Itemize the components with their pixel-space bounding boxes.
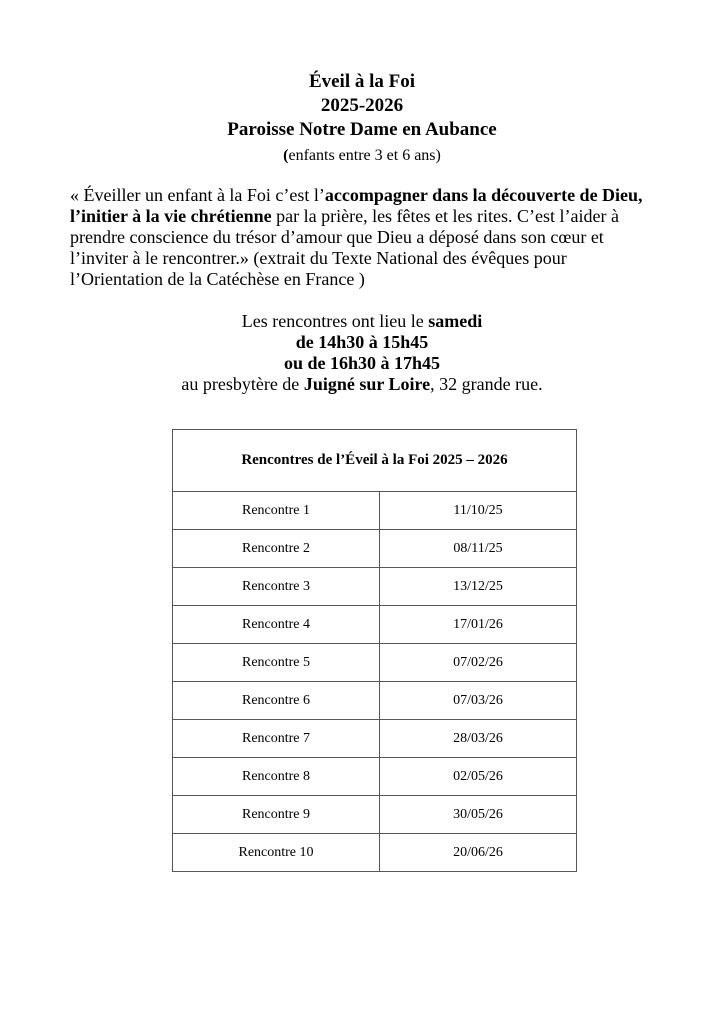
- doc-title: Éveil à la Foi: [308, 71, 416, 92]
- meeting-name: Rencontre 1: [173, 492, 380, 530]
- meeting-name: Rencontre 7: [173, 720, 380, 758]
- table-row: [173, 644, 577, 682]
- table-row: [173, 796, 577, 834]
- parish-name: Paroisse Notre Dame en Aubance: [227, 119, 497, 140]
- doc-years: 2025-2026: [320, 95, 404, 116]
- meeting-name: Rencontre 4: [173, 606, 380, 644]
- table-row: [173, 682, 577, 720]
- meeting-date: 30/05/26: [380, 796, 577, 834]
- schedule-time-1: de 14h30 à 15h45: [295, 332, 429, 352]
- meeting-name: Rencontre 3: [173, 568, 380, 606]
- age-open-paren: (: [283, 147, 289, 164]
- age-range: [0, 146, 724, 166]
- quote-paragraph: [70, 185, 670, 290]
- meeting-date: 07/02/26: [380, 644, 577, 682]
- schedule-text: au presbytère de: [181, 374, 304, 394]
- table-caption: Rencontres de l’Éveil à la Foi 2025 – 2026: [173, 430, 577, 492]
- age-text: enfants entre 3 et 6 ans): [288, 147, 441, 164]
- schedule-text: Les rencontres ont lieu le: [241, 311, 429, 331]
- schedule-time-2: ou de 16h30 à 17h45: [283, 353, 441, 373]
- meeting-date: 28/03/26: [380, 720, 577, 758]
- meeting-date: 13/12/25: [380, 568, 577, 606]
- meeting-name: Rencontre 5: [173, 644, 380, 682]
- meeting-date: 08/11/25: [380, 530, 577, 568]
- meeting-date: 02/05/26: [380, 758, 577, 796]
- schedule-place: Juigné sur Loire: [303, 374, 431, 394]
- meeting-name: Rencontre 9: [173, 796, 380, 834]
- meeting-date: 20/06/26: [380, 834, 577, 872]
- table-row: [173, 834, 577, 872]
- quote-text: « Éveiller un enfant à la Foi c’est l’: [70, 185, 325, 205]
- meeting-name: Rencontre 8: [173, 758, 380, 796]
- meeting-date: 11/10/25: [380, 492, 577, 530]
- table-row: [173, 492, 577, 530]
- table-row: [173, 568, 577, 606]
- meeting-name: Rencontre 2: [173, 530, 380, 568]
- table-row: [173, 530, 577, 568]
- table-row: [173, 720, 577, 758]
- quote-text: l’Orientation de la Catéchèse en France ): [70, 269, 365, 289]
- quote-text: prendre conscience du trésor d’amour que Dieu a déposé dans son cœur et: [70, 227, 604, 247]
- schedule-address: , 32 grande rue.: [430, 374, 543, 394]
- table-row: [173, 758, 577, 796]
- schedule-info: [0, 311, 724, 395]
- schedule-day: samedi: [428, 311, 483, 331]
- meeting-name: Rencontre 6: [173, 682, 380, 720]
- meeting-name: Rencontre 10: [173, 834, 380, 872]
- meeting-date: 17/01/26: [380, 606, 577, 644]
- table-row: [173, 606, 577, 644]
- meeting-date: 07/03/26: [380, 682, 577, 720]
- quote-bold: l’initier à la vie chrétienne: [70, 206, 272, 226]
- quote-bold: accompagner dans la découverte de Dieu,: [324, 185, 643, 205]
- meetings-table: [172, 429, 577, 872]
- quote-text: par la prière, les fêtes et les rites. C’est l’aider à: [271, 206, 619, 226]
- quote-text: l’inviter à le rencontrer.» (extrait du Texte National des évêques pour: [70, 248, 567, 268]
